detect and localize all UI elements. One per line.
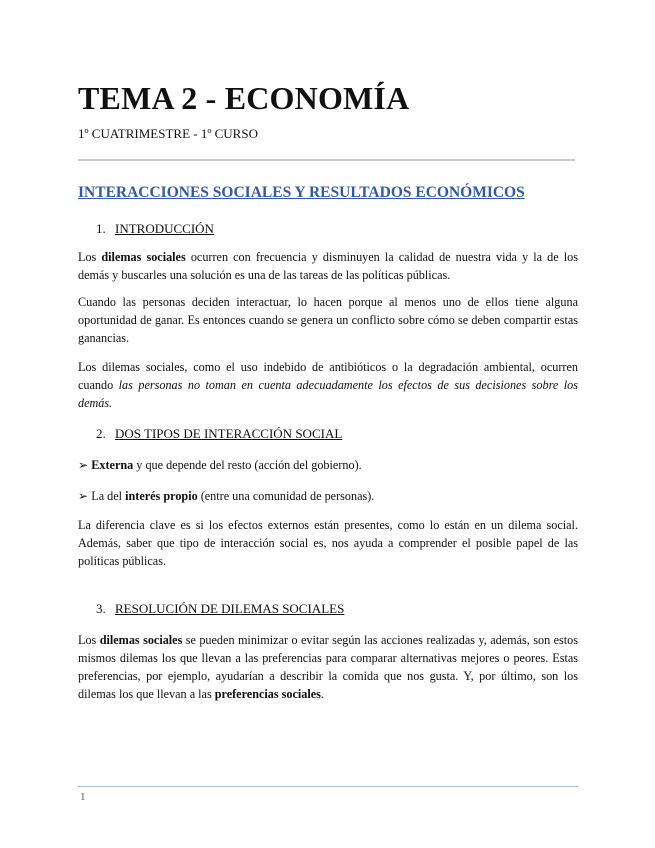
document-subtitle: 1º CUATRIMESTRE - 1º CURSO: [78, 126, 258, 141]
heading-introduccion: [96, 220, 214, 238]
heading-text: DOS TIPOS DE INTERACCIÓN SOCIAL: [115, 426, 343, 441]
italic-text: las personas no toman en cuenta adecuadamente los efectos de sus decisiones sobre los demás.: [78, 378, 578, 410]
bold-term: dilemas sociales: [99, 633, 183, 647]
bullet-externa: [78, 456, 578, 474]
heading-resolucion: [96, 600, 344, 618]
paragraph-intro-1: [78, 248, 578, 284]
text-run: y que depende del resto (acción del gobierno).: [133, 458, 362, 472]
title-divider: [78, 159, 575, 161]
paragraph-intro-3: [78, 358, 578, 412]
paragraph-intro-2: Cuando las personas deciden interactuar, lo hacen porque al menos uno de ellos tiene alguna oportunidad de ganar. Es entonces cuando se genera un conflicto sobre cómo se deben compartir estas ganancias.: [78, 295, 578, 345]
paragraph-diferencia-clave: La diferencia clave es si los efectos externos están presentes, como lo están en un dilema social. Además, saber que tipo de interacción social es, nos ayuda a comprender el posible papel de las políticas públicas.: [78, 518, 578, 568]
text-run: .: [320, 687, 324, 701]
heading-number: 1.: [96, 221, 106, 236]
text-run: La del: [88, 489, 126, 503]
arrow-bullet-icon: ➢: [78, 489, 89, 503]
footer-divider: [78, 786, 578, 787]
section-title: INTERACCIONES SOCIALES Y RESULTADOS ECONÓMICOS: [78, 184, 525, 201]
bold-term: dilemas sociales: [101, 250, 186, 264]
text-run: ocurren con frecuencia y disminuyen la calidad de nuestra vida y la de los demás y buscarles una solución es una de las tareas de las políticas públicas.: [78, 250, 579, 282]
bold-term: Externa: [91, 458, 134, 472]
document-title: TEMA 2 - ECONOMÍA: [78, 80, 410, 116]
heading-text: INTRODUCCIÓN: [115, 221, 214, 236]
heading-number: 2.: [96, 426, 106, 441]
page-number: 1: [80, 791, 86, 803]
text-run: Los: [78, 250, 102, 264]
text-run: Los: [78, 633, 100, 647]
paragraph-resolucion: [78, 631, 578, 703]
heading-text: RESOLUCIÓN DE DILEMAS SOCIALES: [115, 601, 345, 616]
text-run: se pueden minimizar o evitar según las acciones realizadas y, además, son estos mismos dilemas los que llevan a las preferencias para comparar alternativas mejores o peores. Estas preferencias, por ejemplo, ayudarían a describir la comida que nos gusta. Y, por último, son los dilemas los que llevan a las: [78, 633, 578, 701]
bold-term: interés propio: [125, 489, 198, 503]
text-run: Los dilemas sociales, como el uso indebido de antibióticos o la degradación ambiental, ocurren cuando: [78, 360, 578, 392]
heading-tipos-interaccion: [96, 425, 342, 443]
bullet-interes-propio: [78, 487, 578, 505]
heading-number: 3.: [96, 601, 106, 616]
arrow-bullet-icon: ➢: [78, 458, 89, 472]
bold-term: preferencias sociales: [214, 687, 321, 701]
text-run: (entre una comunidad de personas).: [197, 489, 375, 503]
